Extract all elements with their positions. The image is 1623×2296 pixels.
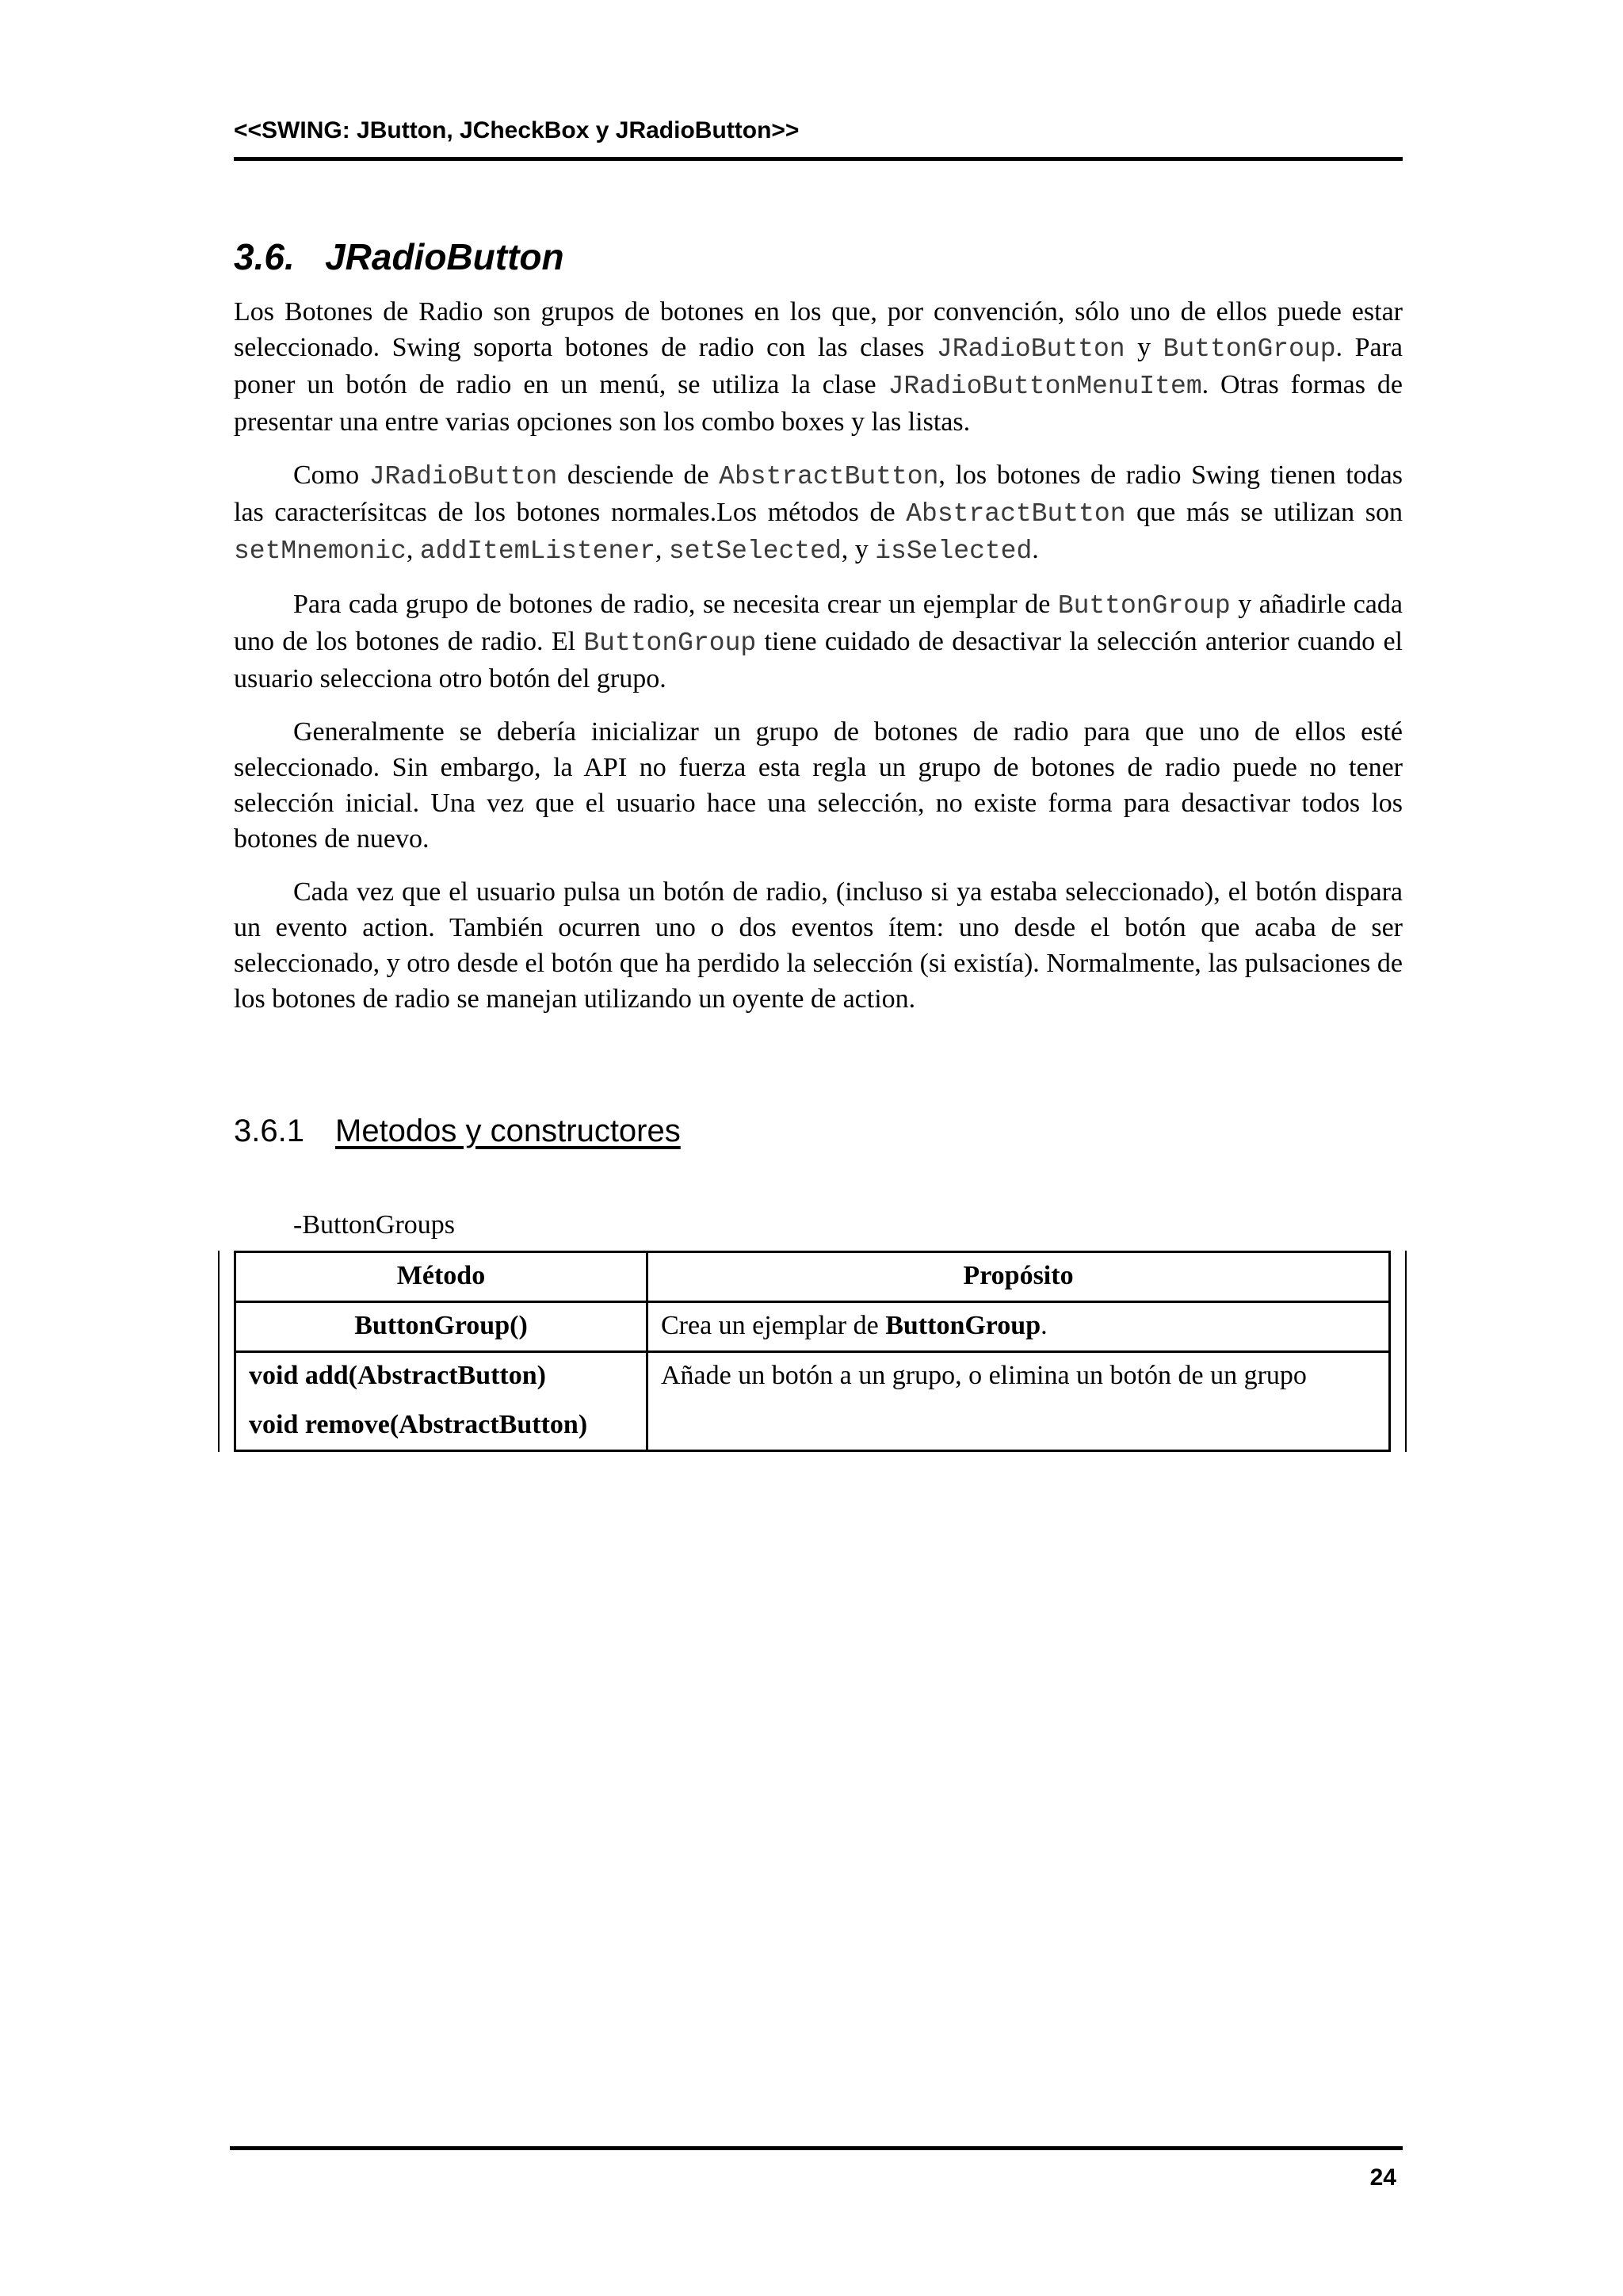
- purpose-cell: Añade un botón a un grupo, o elimina un botón de un grupo: [647, 1352, 1390, 1451]
- code-term: AbstractButton: [719, 462, 939, 491]
- text-run: Cada vez que el usuario pulsa un botón de radio, (incluso si ya estaba seleccionado), el botón dispara un evento action. También ocurren uno o dos eventos ítem: uno desde el botón que acaba de ser seleccionado, y otro desde el botón que ha perdido la selección (si existía). Normalmente, las pulsaciones de los botones de radio se manejan utilizando un oyente de action.: [234, 877, 1403, 1014]
- method-signature: void add(AbstractButton): [249, 1361, 546, 1390]
- text-run: Para cada grupo de botones de radio, se necesita crear un ejemplar de: [293, 590, 1058, 619]
- code-term: setMnemonic: [234, 537, 407, 566]
- text-run: que más se utilizan son: [1125, 498, 1403, 527]
- body-text: [234, 294, 1403, 1017]
- code-term: ButtonGroup: [583, 628, 757, 658]
- table-row: [235, 1302, 1390, 1352]
- text-run: .: [1032, 535, 1039, 564]
- subsection-number: 3.6.1: [234, 1114, 304, 1148]
- text-run: . Para poner un botón de radio en un menú, se utiliza la clase: [234, 333, 1403, 399]
- paragraph: [234, 874, 1403, 1017]
- paragraph: [234, 586, 1403, 697]
- code-term: addItemListener: [419, 537, 655, 566]
- header-method: Método: [235, 1252, 647, 1302]
- table-caption: -ButtonGroups: [293, 1210, 455, 1240]
- text-run: ,: [406, 535, 420, 564]
- table-frame: [218, 1251, 1407, 1452]
- text-run: Los Botones de Radio son grupos de botones en los que, por convención, sólo uno de ellos puede estar seleccionado. Swing soporta botones de radio con las clases: [234, 297, 1403, 362]
- purpose-text: .: [1041, 1311, 1048, 1340]
- purpose-text: Crea un ejemplar de: [661, 1311, 886, 1340]
- subsection-title: [234, 1109, 1403, 1153]
- paragraph: [234, 294, 1403, 440]
- paragraph: [234, 714, 1403, 857]
- code-term: JRadioButton: [936, 334, 1125, 364]
- header-purpose: Propósito: [647, 1252, 1390, 1302]
- code-term: JRadioButton: [369, 462, 558, 491]
- text-run: Generalmente se debería inicializar un grupo de botones de radio para que uno de ellos esté seleccionado. Sin embargo, la API no fuerza esta regla un grupo de botones de radio puede no tener selección inicial. Una vez que el usuario hace una selección, no existe forma para desactivar todos los botones de nuevo.: [234, 717, 1403, 854]
- code-term: setSelected: [668, 537, 842, 566]
- method-signature: void remove(AbstractButton): [249, 1410, 588, 1439]
- paragraph: [234, 457, 1403, 569]
- page-footer: [230, 2146, 1403, 2191]
- page-number: 24: [1369, 2164, 1396, 2191]
- purpose-class-name: ButtonGroup: [885, 1311, 1041, 1340]
- methods-table: [234, 1251, 1391, 1452]
- section-title: 3.6. JRadioButton: [234, 236, 564, 277]
- code-term: JRadioButtonMenuItem: [888, 372, 1202, 401]
- table-row: [235, 1352, 1390, 1451]
- page-header: [234, 115, 1403, 161]
- text-run: y añadirle cada uno de los botones de radio. El: [234, 590, 1403, 656]
- code-term: ButtonGroup: [1057, 591, 1231, 621]
- text-run: ,: [655, 535, 669, 564]
- text-run: . Otras formas de presentar una entre varias opciones son los combo boxes y las listas.: [234, 370, 1403, 437]
- method-cell: [235, 1352, 647, 1451]
- code-term: AbstractButton: [906, 499, 1126, 529]
- purpose-cell: [647, 1302, 1390, 1352]
- text-run: y: [1125, 333, 1163, 362]
- text-run: tiene cuidado de desactivar la selección anterior cuando el usuario selecciona otro botón del grupo.: [234, 627, 1403, 693]
- page-body: [234, 226, 1403, 1452]
- text-run: , y: [841, 535, 876, 564]
- text-run: Como: [293, 460, 369, 490]
- text-run: desciende de: [557, 460, 720, 490]
- text-run: , los botones de radio Swing tienen todas las caracterísitcas de los botones normales.Los métodos de: [234, 460, 1403, 527]
- header-title: <<SWING: JButton, JCheckBox y JRadioButton>>: [234, 117, 800, 143]
- method-cell: ButtonGroup(): [235, 1302, 647, 1352]
- code-term: isSelected: [875, 537, 1033, 566]
- table-header-row: [235, 1252, 1390, 1302]
- code-term: ButtonGroup: [1163, 334, 1336, 364]
- subsection-text: Metodos y constructores: [335, 1114, 681, 1148]
